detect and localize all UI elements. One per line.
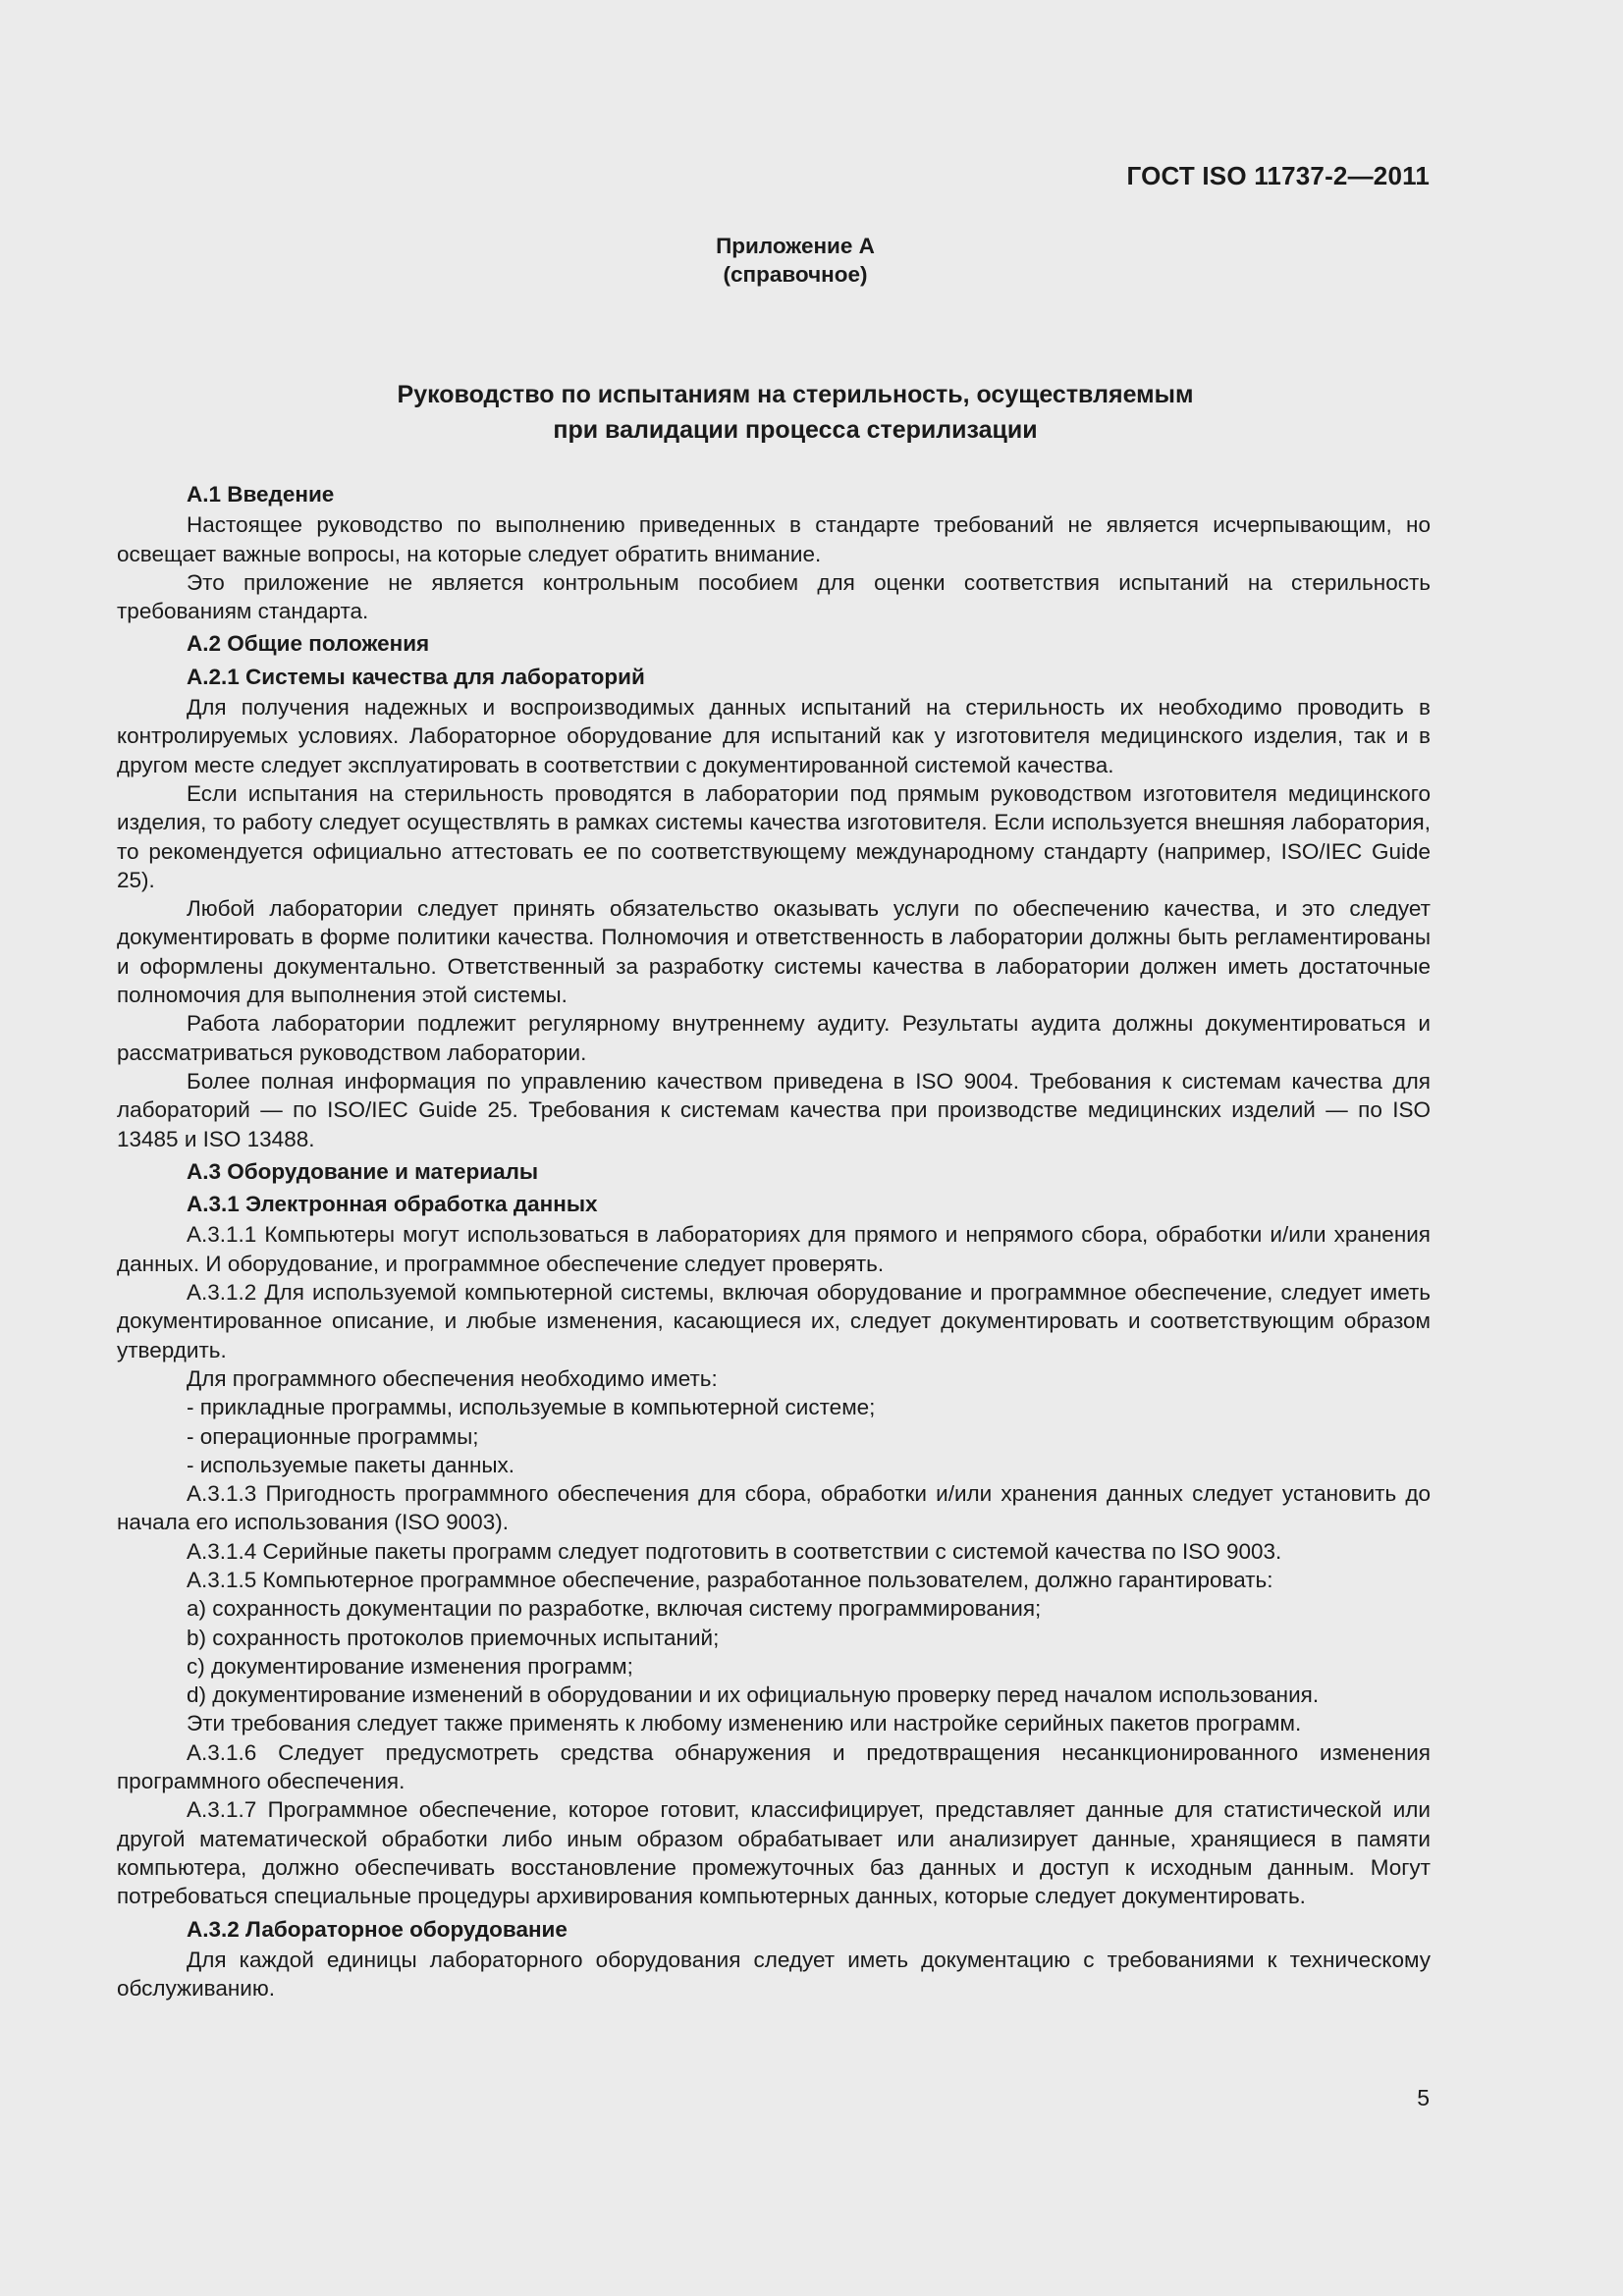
annex-title-line-1: Руководство по испытаниям на стерильность, осуществляемым (397, 381, 1194, 408)
paragraph: А.3.1.6 Следует предусмотреть средства обнаружения и предотвращения несанкционированного изменения программного обеспечения. (117, 1739, 1431, 1794)
paragraph: А.3.1.5 Компьютерное программное обеспечение, разработанное пользователем, должно гарантировать: (187, 1567, 1273, 1592)
paragraph: А.3.1.7 Программное обеспечение, которое готовит, классифицирует, представляет данные для статистической или другой математической обработки либо иным образом обрабатывает или анализирует данные, хранящиеся в памяти компьютера, должно обеспечивать восстановление промежуточных баз данных и доступ к исходным данным. Могут потребоваться специальные процедуры архивирования компьютерных данных, которые следует документировать. (117, 1797, 1431, 1909)
list-item: d) документирование изменений в оборудовании и их официальную проверку перед началом использования. (187, 1682, 1320, 1708)
section-heading-a1: А.1 Введение (187, 482, 335, 507)
paragraph: Работа лаборатории подлежит регулярному внутреннему аудиту. Результаты аудита должны документироваться и рассматриваться руководством лаборатории. (117, 1011, 1431, 1065)
paragraph: Для каждой единицы лабораторного оборудования следует иметь документацию с требованиями к техническому обслуживанию. (117, 1947, 1431, 2002)
list-item: b) сохранность протоколов приемочных испытаний; (187, 1625, 720, 1650)
paragraph: Более полная информация по управлению качеством приведена в ISO 9004. Требования к системам качества для лабораторий — по ISO/IEC Guide 25. Требования к системам качества при производстве медицинских изделий — по ISO 13485 и ISO 13488. (117, 1068, 1431, 1151)
list-item: - операционные программы; (187, 1423, 479, 1449)
list-item: - используемые пакеты данных. (187, 1452, 515, 1477)
annex-type: (справочное) (723, 262, 868, 287)
paragraph: А.3.1.4 Серийные пакеты программ следует подготовить в соответствии с системой качества по ISO 9003. (187, 1538, 1282, 1564)
paragraph: Любой лаборатории следует принять обязательство оказывать услуги по обеспечению качества, и это следует документировать в форме политики качества. Полномочия и ответственность в лаборатории должны быть регламентированы и оформлены документально. Ответственный за разработку системы качества в лаборатории должен иметь достаточные полномочия для выполнения этой системы. (117, 896, 1431, 1008)
section-heading-a2: А.2 Общие положения (187, 631, 430, 657)
subsection-heading-a32: А.3.2 Лабораторное оборудование (187, 1916, 568, 1942)
page-number: 5 (1417, 2085, 1430, 2110)
list-item: c) документирование изменения программ; (187, 1653, 633, 1679)
paragraph: Если испытания на стерильность проводятся в лаборатории под прямым руководством изготовителя медицинского изделия, то работу следует осуществлять в рамках системы качества изготовителя. Если используется внешняя лаборатория, то рекомендуется официально аттестовать ее по соответствующему международному стандарту (например, ISO/IEC Guide 25). (117, 780, 1431, 892)
paragraph: А.3.1.1 Компьютеры могут использоваться в лабораториях для прямого и непрямого сбора, обработки и/или хранения данных. И оборудование, и программное обеспечение следует проверять. (117, 1222, 1431, 1276)
paragraph: Для программного обеспечения необходимо иметь: (187, 1365, 718, 1391)
list-item: a) сохранность документации по разработке, включая систему программирования; (187, 1596, 1042, 1622)
subsection-heading-a21: А.2.1 Системы качества для лабораторий (187, 664, 645, 689)
annex-title (0, 377, 1591, 448)
paragraph: Это приложение не является контрольным пособием для оценки соответствия испытаний на стерильность требованиям стандарта. (117, 569, 1431, 624)
paragraph: А.3.1.3 Пригодность программного обеспечения для сбора, обработки и/или хранения данных следует установить до начала его использования (ISO 9003). (117, 1481, 1431, 1535)
paragraph: Эти требования следует также применять к любому изменению или настройке серийных пакетов программ. (187, 1711, 1302, 1736)
section-heading-a3: А.3 Оборудование и материалы (187, 1158, 539, 1184)
paragraph: Настоящее руководство по выполнению приведенных в стандарте требований не является исчерпывающим, но освещает важные вопросы, на которые следует обратить внимание. (117, 512, 1431, 566)
paragraph: Для получения надежных и воспроизводимых данных испытаний на стерильность их необходимо проводить в контролируемых условиях. Лабораторное оборудование для испытаний как у изготовителя медицинского изделия, так и в другом месте следует эксплуатировать в соответствии с документированной системой качества. (117, 695, 1431, 777)
paragraph: А.3.1.2 Для используемой компьютерной системы, включая оборудование и программное обеспечение, следует иметь документированное описание, и любые изменения, касающиеся их, следует документировать и соответствующим образом утвердить. (117, 1280, 1431, 1362)
annex-heading (0, 232, 1591, 289)
annex-title-line-2: при валидации процесса стерилизации (553, 416, 1038, 444)
document-code: ГОСТ ISO 11737-2—2011 (1126, 161, 1430, 190)
list-item: - прикладные программы, используемые в компьютерной системе; (187, 1395, 876, 1420)
annex-label: Приложение А (716, 234, 875, 258)
document-body (117, 480, 1431, 2002)
subsection-heading-a31: А.3.1 Электронная обработка данных (187, 1192, 598, 1217)
